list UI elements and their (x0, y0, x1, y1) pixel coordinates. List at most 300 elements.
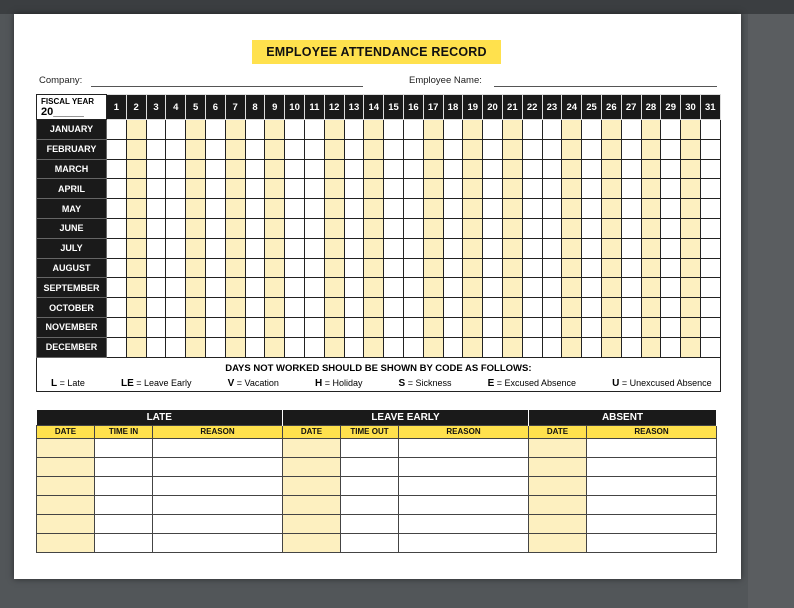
day-cell[interactable] (166, 179, 186, 199)
day-cell[interactable] (166, 317, 186, 337)
log-cell[interactable] (153, 495, 283, 514)
day-cell[interactable] (463, 120, 483, 140)
day-cell[interactable] (562, 258, 582, 278)
day-cell[interactable] (126, 120, 146, 140)
day-cell[interactable] (562, 298, 582, 318)
day-cell[interactable] (225, 218, 245, 238)
day-cell[interactable] (502, 159, 522, 179)
day-cell[interactable] (304, 139, 324, 159)
day-cell[interactable] (384, 199, 404, 219)
day-cell[interactable] (324, 218, 344, 238)
day-cell[interactable] (621, 179, 641, 199)
day-cell[interactable] (166, 120, 186, 140)
day-cell[interactable] (126, 238, 146, 258)
day-cell[interactable] (542, 337, 562, 357)
log-cell[interactable] (399, 495, 529, 514)
day-cell[interactable] (621, 120, 641, 140)
day-cell[interactable] (186, 218, 206, 238)
day-cell[interactable] (205, 258, 225, 278)
day-cell[interactable] (186, 179, 206, 199)
day-cell[interactable] (285, 179, 305, 199)
day-cell[interactable] (146, 179, 166, 199)
day-cell[interactable] (403, 139, 423, 159)
day-cell[interactable] (245, 298, 265, 318)
day-cell[interactable] (146, 159, 166, 179)
day-cell[interactable] (621, 278, 641, 298)
day-cell[interactable] (403, 337, 423, 357)
day-cell[interactable] (126, 258, 146, 278)
day-cell[interactable] (483, 120, 503, 140)
day-cell[interactable] (562, 218, 582, 238)
day-cell[interactable] (562, 139, 582, 159)
day-cell[interactable] (166, 258, 186, 278)
log-cell[interactable] (587, 476, 717, 495)
day-cell[interactable] (126, 179, 146, 199)
day-cell[interactable] (324, 238, 344, 258)
day-cell[interactable] (641, 179, 661, 199)
day-cell[interactable] (502, 238, 522, 258)
day-cell[interactable] (146, 238, 166, 258)
day-cell[interactable] (582, 199, 602, 219)
day-cell[interactable] (522, 238, 542, 258)
day-cell[interactable] (483, 179, 503, 199)
day-cell[interactable] (483, 278, 503, 298)
day-cell[interactable] (245, 258, 265, 278)
day-cell[interactable] (601, 139, 621, 159)
day-cell[interactable] (661, 278, 681, 298)
log-cell[interactable] (153, 476, 283, 495)
day-cell[interactable] (126, 218, 146, 238)
day-cell[interactable] (443, 238, 463, 258)
day-cell[interactable] (364, 317, 384, 337)
day-cell[interactable] (364, 278, 384, 298)
day-cell[interactable] (443, 179, 463, 199)
day-cell[interactable] (542, 298, 562, 318)
day-cell[interactable] (324, 120, 344, 140)
day-cell[interactable] (324, 337, 344, 357)
log-cell[interactable] (37, 476, 95, 495)
day-cell[interactable] (245, 337, 265, 357)
day-cell[interactable] (384, 278, 404, 298)
day-cell[interactable] (522, 159, 542, 179)
day-cell[interactable] (621, 258, 641, 278)
day-cell[interactable] (384, 179, 404, 199)
day-cell[interactable] (403, 218, 423, 238)
day-cell[interactable] (403, 278, 423, 298)
day-cell[interactable] (542, 238, 562, 258)
day-cell[interactable] (522, 258, 542, 278)
day-cell[interactable] (107, 120, 127, 140)
day-cell[interactable] (661, 120, 681, 140)
day-cell[interactable] (205, 120, 225, 140)
day-cell[interactable] (107, 139, 127, 159)
day-cell[interactable] (384, 298, 404, 318)
log-cell[interactable] (587, 495, 717, 514)
day-cell[interactable] (621, 159, 641, 179)
day-cell[interactable] (205, 278, 225, 298)
day-cell[interactable] (443, 159, 463, 179)
day-cell[interactable] (304, 317, 324, 337)
day-cell[interactable] (502, 218, 522, 238)
day-cell[interactable] (582, 179, 602, 199)
log-cell[interactable] (153, 514, 283, 533)
day-cell[interactable] (265, 337, 285, 357)
day-cell[interactable] (463, 317, 483, 337)
day-cell[interactable] (542, 139, 562, 159)
day-cell[interactable] (443, 139, 463, 159)
day-cell[interactable] (601, 199, 621, 219)
log-cell[interactable] (529, 495, 587, 514)
day-cell[interactable] (700, 258, 720, 278)
day-cell[interactable] (542, 159, 562, 179)
day-cell[interactable] (582, 139, 602, 159)
day-cell[interactable] (522, 298, 542, 318)
day-cell[interactable] (384, 218, 404, 238)
day-cell[interactable] (225, 317, 245, 337)
day-cell[interactable] (641, 139, 661, 159)
day-cell[interactable] (344, 120, 364, 140)
day-cell[interactable] (186, 139, 206, 159)
day-cell[interactable] (443, 218, 463, 238)
day-cell[interactable] (166, 218, 186, 238)
log-cell[interactable] (37, 495, 95, 514)
day-cell[interactable] (245, 218, 265, 238)
day-cell[interactable] (324, 317, 344, 337)
day-cell[interactable] (364, 179, 384, 199)
day-cell[interactable] (502, 199, 522, 219)
day-cell[interactable] (344, 199, 364, 219)
log-cell[interactable] (587, 533, 717, 552)
log-cell[interactable] (399, 438, 529, 457)
day-cell[interactable] (641, 258, 661, 278)
day-cell[interactable] (364, 159, 384, 179)
day-cell[interactable] (285, 199, 305, 219)
day-cell[interactable] (364, 199, 384, 219)
day-cell[interactable] (403, 238, 423, 258)
day-cell[interactable] (126, 199, 146, 219)
day-cell[interactable] (700, 238, 720, 258)
day-cell[interactable] (582, 218, 602, 238)
day-cell[interactable] (166, 278, 186, 298)
day-cell[interactable] (364, 238, 384, 258)
day-cell[interactable] (107, 278, 127, 298)
day-cell[interactable] (562, 179, 582, 199)
day-cell[interactable] (681, 218, 701, 238)
day-cell[interactable] (681, 120, 701, 140)
log-cell[interactable] (341, 495, 399, 514)
day-cell[interactable] (265, 278, 285, 298)
log-cell[interactable] (341, 476, 399, 495)
day-cell[interactable] (205, 298, 225, 318)
day-cell[interactable] (364, 120, 384, 140)
day-cell[interactable] (186, 238, 206, 258)
day-cell[interactable] (146, 120, 166, 140)
day-cell[interactable] (304, 179, 324, 199)
day-cell[interactable] (304, 298, 324, 318)
day-cell[interactable] (542, 218, 562, 238)
log-cell[interactable] (529, 476, 587, 495)
day-cell[interactable] (621, 317, 641, 337)
day-cell[interactable] (324, 139, 344, 159)
day-cell[interactable] (582, 238, 602, 258)
day-cell[interactable] (641, 278, 661, 298)
log-cell[interactable] (529, 514, 587, 533)
day-cell[interactable] (443, 298, 463, 318)
day-cell[interactable] (661, 258, 681, 278)
log-cell[interactable] (283, 457, 341, 476)
day-cell[interactable] (502, 317, 522, 337)
day-cell[interactable] (344, 278, 364, 298)
day-cell[interactable] (502, 179, 522, 199)
day-cell[interactable] (364, 218, 384, 238)
day-cell[interactable] (166, 139, 186, 159)
day-cell[interactable] (285, 298, 305, 318)
day-cell[interactable] (483, 238, 503, 258)
day-cell[interactable] (621, 337, 641, 357)
day-cell[interactable] (403, 258, 423, 278)
day-cell[interactable] (166, 159, 186, 179)
day-cell[interactable] (285, 337, 305, 357)
day-cell[interactable] (265, 238, 285, 258)
day-cell[interactable] (364, 258, 384, 278)
log-cell[interactable] (283, 495, 341, 514)
log-cell[interactable] (341, 457, 399, 476)
day-cell[interactable] (423, 258, 443, 278)
day-cell[interactable] (403, 298, 423, 318)
log-cell[interactable] (283, 438, 341, 457)
day-cell[interactable] (344, 159, 364, 179)
day-cell[interactable] (601, 179, 621, 199)
day-cell[interactable] (205, 179, 225, 199)
day-cell[interactable] (700, 278, 720, 298)
day-cell[interactable] (364, 298, 384, 318)
day-cell[interactable] (443, 317, 463, 337)
day-cell[interactable] (681, 199, 701, 219)
day-cell[interactable] (205, 218, 225, 238)
day-cell[interactable] (186, 337, 206, 357)
log-cell[interactable] (95, 476, 153, 495)
day-cell[interactable] (681, 298, 701, 318)
day-cell[interactable] (324, 258, 344, 278)
day-cell[interactable] (621, 199, 641, 219)
day-cell[interactable] (463, 159, 483, 179)
day-cell[interactable] (621, 298, 641, 318)
day-cell[interactable] (463, 238, 483, 258)
day-cell[interactable] (641, 337, 661, 357)
day-cell[interactable] (384, 317, 404, 337)
day-cell[interactable] (225, 238, 245, 258)
day-cell[interactable] (582, 278, 602, 298)
day-cell[interactable] (661, 317, 681, 337)
day-cell[interactable] (245, 278, 265, 298)
day-cell[interactable] (681, 159, 701, 179)
day-cell[interactable] (601, 218, 621, 238)
day-cell[interactable] (146, 337, 166, 357)
day-cell[interactable] (483, 317, 503, 337)
day-cell[interactable] (304, 258, 324, 278)
day-cell[interactable] (423, 179, 443, 199)
day-cell[interactable] (245, 179, 265, 199)
day-cell[interactable] (245, 199, 265, 219)
day-cell[interactable] (146, 218, 166, 238)
day-cell[interactable] (166, 199, 186, 219)
day-cell[interactable] (601, 238, 621, 258)
day-cell[interactable] (502, 278, 522, 298)
day-cell[interactable] (186, 120, 206, 140)
day-cell[interactable] (285, 317, 305, 337)
log-cell[interactable] (341, 438, 399, 457)
day-cell[interactable] (641, 317, 661, 337)
day-cell[interactable] (463, 258, 483, 278)
day-cell[interactable] (324, 179, 344, 199)
day-cell[interactable] (423, 298, 443, 318)
log-cell[interactable] (95, 495, 153, 514)
day-cell[interactable] (423, 120, 443, 140)
day-cell[interactable] (700, 159, 720, 179)
day-cell[interactable] (245, 238, 265, 258)
day-cell[interactable] (423, 199, 443, 219)
day-cell[interactable] (285, 238, 305, 258)
day-cell[interactable] (245, 159, 265, 179)
day-cell[interactable] (700, 298, 720, 318)
log-cell[interactable] (587, 514, 717, 533)
day-cell[interactable] (483, 159, 503, 179)
day-cell[interactable] (146, 317, 166, 337)
day-cell[interactable] (601, 298, 621, 318)
day-cell[interactable] (423, 139, 443, 159)
day-cell[interactable] (225, 278, 245, 298)
day-cell[interactable] (681, 139, 701, 159)
day-cell[interactable] (463, 218, 483, 238)
day-cell[interactable] (384, 159, 404, 179)
day-cell[interactable] (582, 258, 602, 278)
day-cell[interactable] (324, 278, 344, 298)
day-cell[interactable] (126, 159, 146, 179)
day-cell[interactable] (265, 258, 285, 278)
day-cell[interactable] (463, 199, 483, 219)
day-cell[interactable] (344, 298, 364, 318)
log-cell[interactable] (283, 476, 341, 495)
day-cell[interactable] (661, 159, 681, 179)
day-cell[interactable] (681, 278, 701, 298)
day-cell[interactable] (483, 337, 503, 357)
day-cell[interactable] (661, 179, 681, 199)
day-cell[interactable] (186, 159, 206, 179)
day-cell[interactable] (285, 139, 305, 159)
day-cell[interactable] (126, 278, 146, 298)
day-cell[interactable] (601, 159, 621, 179)
day-cell[interactable] (344, 139, 364, 159)
day-cell[interactable] (186, 199, 206, 219)
day-cell[interactable] (502, 337, 522, 357)
day-cell[interactable] (384, 238, 404, 258)
day-cell[interactable] (265, 179, 285, 199)
log-cell[interactable] (529, 438, 587, 457)
day-cell[interactable] (205, 159, 225, 179)
log-cell[interactable] (529, 457, 587, 476)
log-cell[interactable] (341, 533, 399, 552)
day-cell[interactable] (443, 278, 463, 298)
day-cell[interactable] (601, 337, 621, 357)
day-cell[interactable] (601, 278, 621, 298)
day-cell[interactable] (225, 199, 245, 219)
log-cell[interactable] (399, 476, 529, 495)
day-cell[interactable] (463, 179, 483, 199)
day-cell[interactable] (681, 337, 701, 357)
day-cell[interactable] (463, 278, 483, 298)
day-cell[interactable] (324, 298, 344, 318)
day-cell[interactable] (700, 337, 720, 357)
day-cell[interactable] (265, 159, 285, 179)
day-cell[interactable] (423, 218, 443, 238)
day-cell[interactable] (403, 159, 423, 179)
day-cell[interactable] (641, 120, 661, 140)
log-cell[interactable] (95, 533, 153, 552)
day-cell[interactable] (601, 317, 621, 337)
day-cell[interactable] (205, 337, 225, 357)
day-cell[interactable] (304, 278, 324, 298)
day-cell[interactable] (582, 159, 602, 179)
log-cell[interactable] (399, 514, 529, 533)
day-cell[interactable] (245, 120, 265, 140)
day-cell[interactable] (542, 317, 562, 337)
day-cell[interactable] (423, 337, 443, 357)
day-cell[interactable] (463, 298, 483, 318)
day-cell[interactable] (186, 278, 206, 298)
day-cell[interactable] (403, 179, 423, 199)
log-cell[interactable] (283, 514, 341, 533)
day-cell[interactable] (700, 218, 720, 238)
day-cell[interactable] (126, 298, 146, 318)
day-cell[interactable] (285, 278, 305, 298)
day-cell[interactable] (661, 238, 681, 258)
log-cell[interactable] (95, 514, 153, 533)
day-cell[interactable] (107, 317, 127, 337)
day-cell[interactable] (265, 199, 285, 219)
day-cell[interactable] (225, 120, 245, 140)
day-cell[interactable] (562, 238, 582, 258)
log-cell[interactable] (399, 457, 529, 476)
day-cell[interactable] (522, 199, 542, 219)
day-cell[interactable] (126, 139, 146, 159)
day-cell[interactable] (225, 139, 245, 159)
day-cell[interactable] (166, 238, 186, 258)
day-cell[interactable] (344, 258, 364, 278)
day-cell[interactable] (443, 258, 463, 278)
day-cell[interactable] (265, 218, 285, 238)
log-cell[interactable] (283, 533, 341, 552)
day-cell[interactable] (522, 278, 542, 298)
day-cell[interactable] (225, 159, 245, 179)
day-cell[interactable] (463, 139, 483, 159)
day-cell[interactable] (562, 278, 582, 298)
log-cell[interactable] (37, 457, 95, 476)
day-cell[interactable] (285, 120, 305, 140)
day-cell[interactable] (107, 218, 127, 238)
day-cell[interactable] (542, 258, 562, 278)
day-cell[interactable] (522, 317, 542, 337)
day-cell[interactable] (304, 120, 324, 140)
day-cell[interactable] (522, 179, 542, 199)
day-cell[interactable] (285, 218, 305, 238)
day-cell[interactable] (443, 199, 463, 219)
day-cell[interactable] (641, 199, 661, 219)
day-cell[interactable] (641, 159, 661, 179)
day-cell[interactable] (700, 179, 720, 199)
day-cell[interactable] (502, 258, 522, 278)
day-cell[interactable] (265, 317, 285, 337)
day-cell[interactable] (403, 317, 423, 337)
